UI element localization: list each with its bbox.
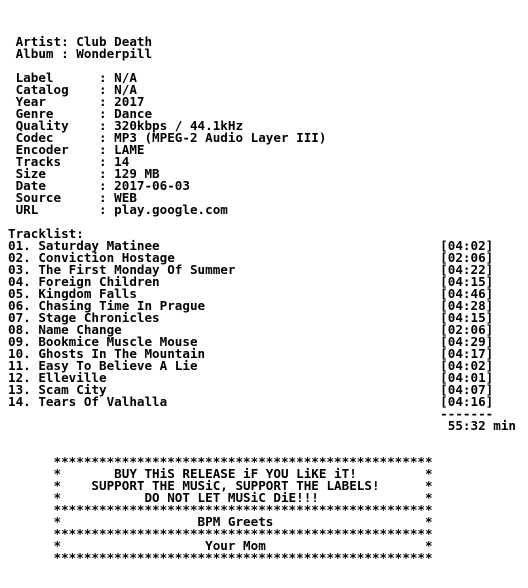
nfo-line: 55:32 min xyxy=(8,418,516,433)
nfo-line: Tracks : 14 xyxy=(8,154,130,169)
nfo-line: * Your Mom * xyxy=(8,538,433,553)
nfo-line: ************************************************** xyxy=(8,526,433,541)
nfo-line: 08. Name Change [02:06] xyxy=(8,322,494,337)
nfo-line: URL : play.google.com xyxy=(8,202,228,217)
nfo-line: Genre : Dance xyxy=(8,106,153,121)
nfo-line: Album : Wonderpill xyxy=(8,46,153,61)
nfo-line: Codec : MP3 (MPEG-2 Audio Layer III) xyxy=(8,130,327,145)
nfo-text-block xyxy=(8,36,516,564)
nfo-line xyxy=(8,432,516,444)
nfo-line: 04. Foreign Children [04:15] xyxy=(8,274,494,289)
nfo-line: Catalog : N/A xyxy=(8,82,137,97)
nfo-line: * SUPPORT THE MUSiC, SUPPORT THE LABELS! * xyxy=(8,478,433,493)
nfo-line: * BPM Greets * xyxy=(8,514,433,529)
nfo-line: Source : WEB xyxy=(8,190,137,205)
nfo-line: 13. Scam City [04:07] xyxy=(8,382,494,397)
nfo-line: Year : 2017 xyxy=(8,94,145,109)
nfo-line xyxy=(8,216,516,228)
nfo-line: * DO NOT LET MUSiC DiE!!! * xyxy=(8,490,433,505)
nfo-line: Date : 2017-06-03 xyxy=(8,178,190,193)
nfo-line: 11. Easy To Believe A Lie [04:02] xyxy=(8,358,494,373)
nfo-line: 01. Saturday Matinee [04:02] xyxy=(8,238,494,253)
nfo-line: 10. Ghosts In The Mountain [04:17] xyxy=(8,346,494,361)
nfo-line: * BUY THiS RELEASE iF YOU LiKE iT! * xyxy=(8,466,433,481)
nfo-line: Label : N/A xyxy=(8,70,137,85)
nfo-line: 14. Tears Of Valhalla [04:16] xyxy=(8,394,494,409)
nfo-line: 02. Conviction Hostage [02:06] xyxy=(8,250,494,265)
nfo-line: Quality : 320kbps / 44.1kHz xyxy=(8,118,244,133)
nfo-line: 05. Kingdom Falls [04:46] xyxy=(8,286,494,301)
nfo-line: Artist: Club Death xyxy=(8,34,153,49)
nfo-line: ************************************************** xyxy=(8,550,433,565)
nfo-line: 07. Stage Chronicles [04:15] xyxy=(8,310,494,325)
nfo-line: ************************************************** xyxy=(8,502,433,517)
nfo-line: Size : 129 MB xyxy=(8,166,160,181)
nfo-line: Encoder : LAME xyxy=(8,142,145,157)
nfo-line: 06. Chasing Time In Prague [04:28] xyxy=(8,298,494,313)
nfo-line: 12. Elleville [04:01] xyxy=(8,370,494,385)
nfo-line: ************************************************** xyxy=(8,454,433,469)
nfo-line: ------- xyxy=(8,406,494,421)
nfo-line: Tracklist: xyxy=(8,226,84,241)
nfo-line: 09. Bookmice Muscle Mouse [04:29] xyxy=(8,334,494,349)
nfo-line: 03. The First Monday Of Summer [04:22] xyxy=(8,262,494,277)
